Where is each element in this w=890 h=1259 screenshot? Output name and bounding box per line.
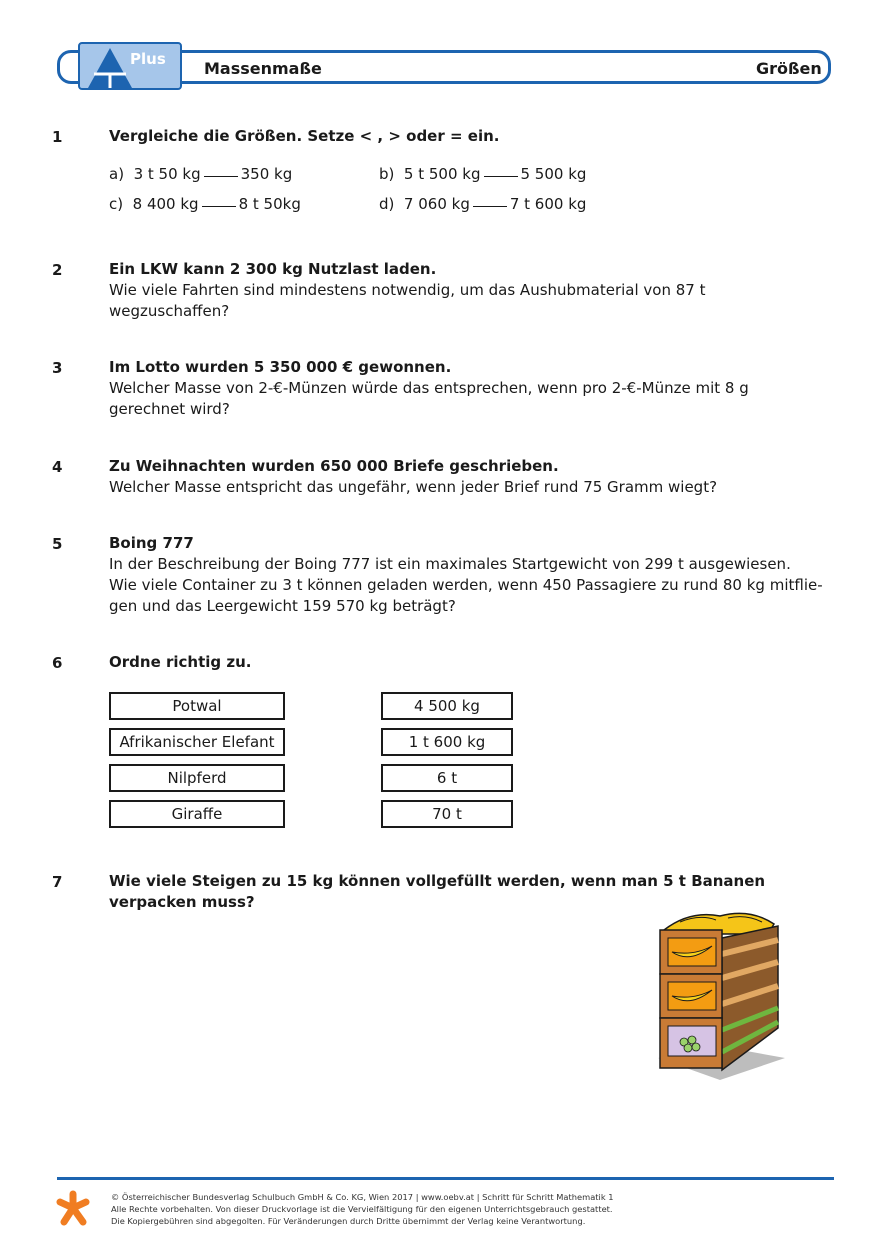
mass-box[interactable]: 4 500 kg bbox=[381, 692, 513, 720]
task-1-instruction: Vergleiche die Größen. Setze < , > oder = ein. bbox=[109, 127, 500, 145]
animal-box[interactable]: Afrikanischer Elefant bbox=[109, 728, 285, 756]
task-6-instruction: Ordne richtig zu. bbox=[109, 653, 252, 671]
task-number: 3 bbox=[52, 359, 63, 377]
answer-blank[interactable] bbox=[202, 206, 236, 207]
task-5-text: Boing 777 In der Beschreibung der Boing 777 ist ein maximales Startgewicht von 299 t ausgewiesen. Wie viele Container zu 3 t können geladen werden, wenn 450 Passagiere zu rund 80 kg mitflie- gen und das Leergewicht 159 570 kg beträgt? bbox=[109, 534, 823, 615]
compare-item-a: a) 3 t 50 kg 350 kg bbox=[109, 165, 293, 183]
task-number: 6 bbox=[52, 654, 63, 672]
task-7-instruction: Wie viele Steigen zu 15 kg können vollgefüllt werden, wenn man 5 t Bananen verpacken muss? bbox=[109, 872, 766, 911]
answer-blank[interactable] bbox=[484, 176, 518, 177]
mass-box[interactable]: 70 t bbox=[381, 800, 513, 828]
logo-text: Plus bbox=[130, 50, 166, 68]
mass-box[interactable]: 6 t bbox=[381, 764, 513, 792]
mass-box[interactable]: 1 t 600 kg bbox=[381, 728, 513, 756]
task-number: 4 bbox=[52, 458, 63, 476]
task-number: 7 bbox=[52, 873, 63, 891]
compare-item-c: c) 8 400 kg 8 t 50kg bbox=[109, 195, 301, 213]
task-number: 1 bbox=[52, 128, 63, 146]
footer-copyright: © Österreichischer Bundesverlag Schulbuch GmbH & Co. KG, Wien 2017 | www.oebv.at | Schritt für Schritt Mathematik 1 Alle Rechte vorbehalten. Von dieser Druckvorlage ist die Vervielfältigung für den eigenen Unterrichtsgebrauch gestattet. Die Kopiergebühren sind abgegolten. Für Veränderungen durch Dritte übernimmt der Verlag keine Verantwortung. bbox=[111, 1192, 614, 1226]
animal-box[interactable]: Giraffe bbox=[109, 800, 285, 828]
page-topic: Größen bbox=[756, 59, 822, 78]
animal-box[interactable]: Potwal bbox=[109, 692, 285, 720]
task-4-text: Zu Weihnachten wurden 650 000 Briefe geschrieben. Welcher Masse entspricht das ungefähr, wenn jeder Brief rund 75 Gramm wiegt? bbox=[109, 457, 718, 496]
star-logo-icon bbox=[56, 1190, 90, 1226]
animal-box[interactable]: Nilpferd bbox=[109, 764, 285, 792]
task-2-text: Ein LKW kann 2 300 kg Nutzlast laden. Wie viele Fahrten sind mindestens notwendig, um das Aushubmaterial von 87 t wegzuschaffen? bbox=[109, 260, 706, 320]
task-number: 5 bbox=[52, 535, 63, 553]
answer-blank[interactable] bbox=[204, 176, 238, 177]
plus-logo bbox=[78, 42, 182, 90]
footer-divider bbox=[57, 1177, 834, 1180]
answer-blank[interactable] bbox=[473, 206, 507, 207]
compare-item-d: d) 7 060 kg 7 t 600 kg bbox=[379, 195, 587, 213]
banana-crate-icon bbox=[650, 908, 785, 1083]
page-title: Massenmaße bbox=[204, 59, 322, 78]
task-3-text: Im Lotto wurden 5 350 000 € gewonnen. Welcher Masse von 2-€-Münzen würde das entsprechen, wenn pro 2-€-Münze mit 8 g gerechnet wird? bbox=[109, 358, 749, 418]
task-number: 2 bbox=[52, 261, 63, 279]
compare-item-b: b) 5 t 500 kg 5 500 kg bbox=[379, 165, 587, 183]
